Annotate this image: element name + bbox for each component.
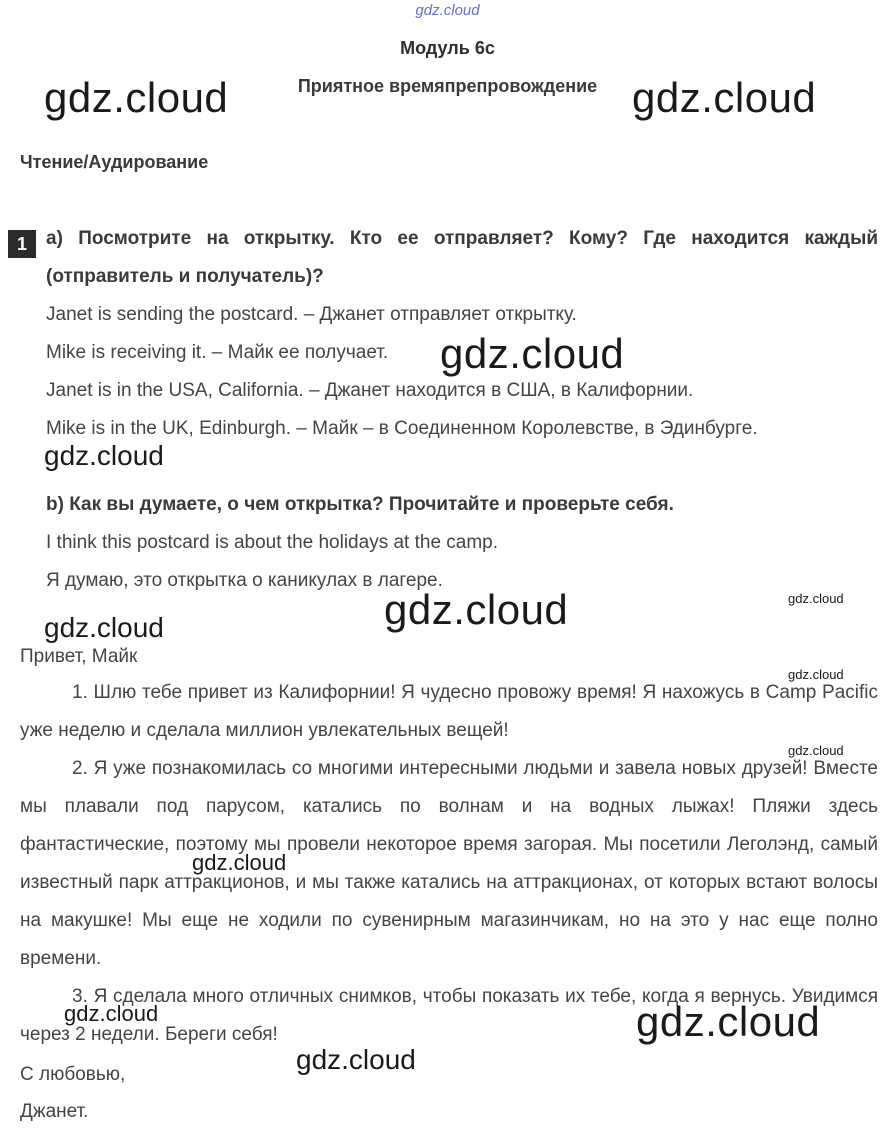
letter-paragraph-3: 3. Я сделала много отличных снимков, чтобы показать их тебе, когда я вернусь. Увидимся через 2 недели. Береги себя!: [20, 986, 878, 1045]
answer-a-line: Janet is sending the postcard. – Джанет отправляет открытку.: [46, 304, 577, 325]
watermark: gdz.cloud: [788, 591, 844, 606]
exercise-number-badge: 1: [8, 230, 36, 258]
watermark: gdz.cloud: [64, 1001, 159, 1026]
watermark: gdz.cloud: [44, 74, 229, 121]
answer-a-line: Mike is receiving it. – Майк ее получает.: [46, 342, 389, 363]
question-b: b) Как вы думаете, о чем открытка? Прочитайте и проверьте себя.: [46, 494, 674, 515]
watermark: gdz.cloud: [384, 586, 569, 633]
page-title: Модуль 6с: [400, 38, 495, 58]
watermark: gdz.cloud: [788, 743, 844, 758]
watermark: gdz.cloud: [632, 74, 817, 121]
watermark: gdz.cloud: [296, 1044, 416, 1075]
answer-a-line: Mike is in the UK, Edinburgh. – Майк – в Соединенном Королевстве, в Эдинбурге.: [46, 418, 758, 439]
letter-greeting: Привет, Майк: [20, 646, 138, 667]
watermark: gdz.cloud: [636, 998, 821, 1045]
watermark: gdz.cloud: [440, 330, 625, 377]
answer-b-line: Я думаю, это открытка о каникулах в лагере.: [46, 570, 443, 591]
section-heading: Чтение/Аудирование: [20, 152, 209, 172]
page-subtitle: Приятное времяпрепровождение: [297, 76, 598, 96]
answer-b-line: I think this postcard is about the holidays at the camp.: [46, 532, 499, 553]
letter-signature: Джанет.: [20, 1101, 89, 1122]
watermark: gdz.cloud: [44, 612, 164, 643]
question-a: a) Посмотрите на открытку. Кто ее отправляет? Кому? Где находится каждый (отправитель и получатель)?: [46, 228, 878, 287]
top-watermark: gdz.cloud: [415, 2, 480, 19]
answer-a-line: Janet is in the USA, California. – Джанет находится в США, в Калифорнии.: [46, 380, 694, 401]
letter-paragraph-2: 2. Я уже познакомилась со многими интересными людьми и завела новых друзей! Вместе мы плавали под парусом, катались по волнам и на водных лыжах! Пляжи здесь фантастические, поэтому мы провели некоторое время загорая. Мы посетили Леголэнд, самый известный парк аттракционов, и мы также катались на аттракционах, от которых встают волосы на макушке! Мы еще не ходили по сувенирным магазинчикам, но на это у нас еще полно времени.: [20, 758, 878, 969]
letter-paragraph-1: 1. Шлю тебе привет из Калифорнии! Я чудесно провожу время! Я нахожусь в Camp Pacific уже неделю и сделала миллион увлекательных вещей!: [20, 682, 878, 741]
watermark: gdz.cloud: [788, 667, 844, 682]
letter-closing: С любовью,: [20, 1064, 126, 1085]
watermark: gdz.cloud: [192, 850, 287, 875]
watermark: gdz.cloud: [44, 440, 164, 471]
